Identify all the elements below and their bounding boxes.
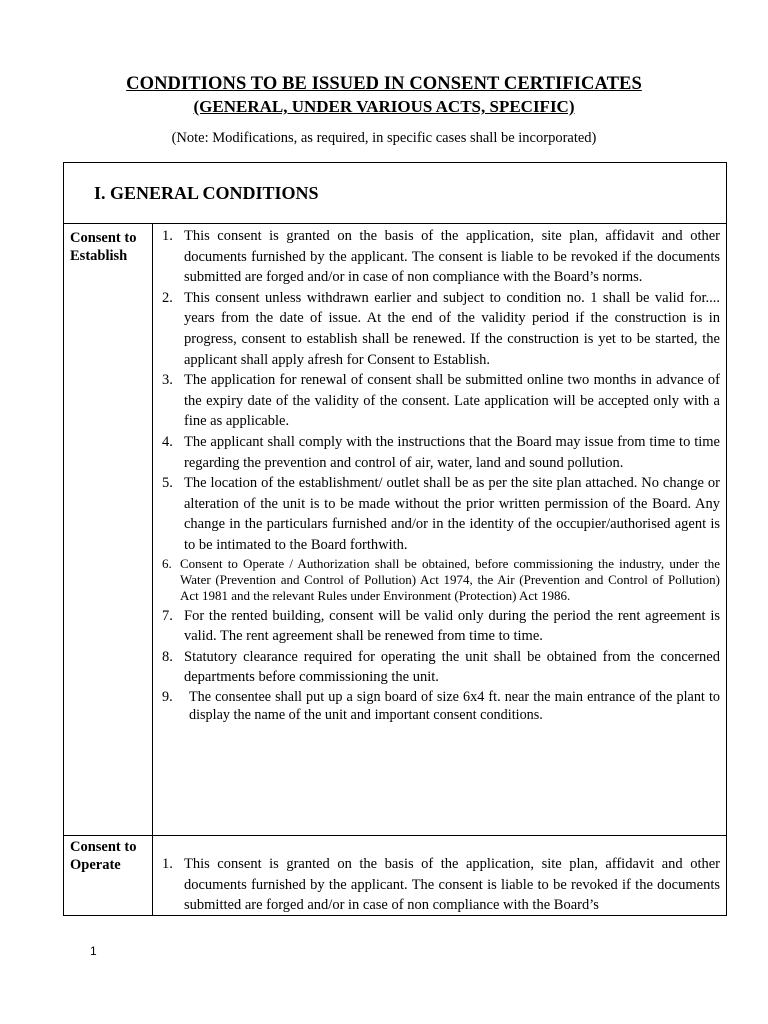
conditions-table [63, 162, 727, 916]
condition-number: 6. [162, 555, 172, 571]
condition-text: The consentee shall put up a sign board of size 6x4 ft. near the main entrance of the plant to display the name of the unit and important consent conditions. [189, 688, 720, 723]
section-header-row [64, 163, 726, 224]
document-subtitle: (GENERAL, UNDER VARIOUS ACTS, SPECIFIC) [193, 97, 575, 116]
condition-item [158, 606, 720, 647]
consent-to-establish-label [70, 229, 150, 265]
consent-to-operate-label [70, 838, 150, 874]
column-divider [152, 224, 153, 916]
condition-number: 4. [162, 433, 173, 450]
condition-item [158, 647, 720, 688]
condition-text: For the rented building, consent will be valid only during the period the rent agreement is valid. The rent agreement shall be renewed from time to time. [184, 607, 720, 645]
establish-conditions-list [158, 226, 720, 724]
condition-text: Statutory clearance required for operating the unit shall be obtained from the concerned departments before commissioning the unit. [184, 648, 720, 686]
label-line: Operate [70, 857, 121, 873]
condition-number: 8. [162, 648, 173, 665]
condition-number: 9. [162, 688, 173, 705]
condition-number: 1. [162, 856, 173, 872]
condition-text: This consent unless withdrawn earlier and subject to condition no. 1 shall be valid for.... years from the date of issue. At the end of the validity period if the construction is in progress, consent to establish shall be renewed. If the construction is yet to be started, the applicant shall apply afresh for Consent to Establish. [184, 289, 720, 368]
condition-item [158, 556, 720, 604]
condition-number: 2. [162, 289, 173, 306]
row-divider [64, 835, 726, 836]
condition-item [158, 432, 720, 473]
condition-number: 1. [162, 228, 173, 244]
label-line: Consent to [70, 230, 137, 246]
condition-item [158, 688, 720, 724]
label-line: Establish [70, 248, 128, 264]
condition-number: 7. [162, 607, 173, 624]
condition-item [158, 226, 720, 288]
condition-text: Consent to Operate / Authorization shall be obtained, before commissioning the industry, under the Water (Prevention and Control of Pollution) Act 1974, the Air (Prevention and Control of Pollution) Act 1981 and the relevant Rules under Environment (Protection) Act 1986. [180, 555, 720, 603]
condition-text: The location of the establishment/ outlet shall be as per the site plan attached. No change or alteration of the unit is to be made without the prior written permission of the Board. Any change in the particulars furnished and/or in the identity of the occupier/authorised agent is to be intimated to the Board forthwith. [184, 475, 720, 553]
condition-number: 5. [162, 475, 173, 492]
condition-number: 3. [162, 372, 173, 389]
operate-conditions-list [158, 854, 720, 916]
page-number: 1 [90, 944, 97, 958]
document-note: (Note: Modifications, as required, in specific cases shall be incorporated) [171, 130, 597, 146]
condition-item [158, 854, 720, 916]
condition-text: This consent is granted on the basis of the application, site plan, affidavit and other documents furnished by the applicant. The consent is liable to be revoked if the documents submitted are forged and/or in case of non compliance with the Board’s [184, 856, 720, 914]
label-line: Consent to [70, 839, 137, 855]
condition-text: This consent is granted on the basis of the application, site plan, affidavit and other documents furnished by the applicant. The consent is liable to be revoked if the documents submitted are forged and/or in case of non compliance with the Board’s norms. [184, 228, 720, 286]
condition-text: The application for renewal of consent shall be submitted online two months in advance of the expiry date of the validity of the consent. Late application will be accepted only with a fine as applicable. [184, 372, 720, 430]
condition-item [158, 370, 720, 432]
condition-item [158, 473, 720, 555]
condition-text: The applicant shall comply with the instructions that the Board may issue from time to time regarding the prevention and control of air, water, land and sound pollution. [184, 433, 720, 471]
document-title: CONDITIONS TO BE ISSUED IN CONSENT CERTIFICATES [126, 74, 642, 94]
section-heading: I. GENERAL CONDITIONS [94, 183, 319, 203]
condition-item [158, 288, 720, 370]
